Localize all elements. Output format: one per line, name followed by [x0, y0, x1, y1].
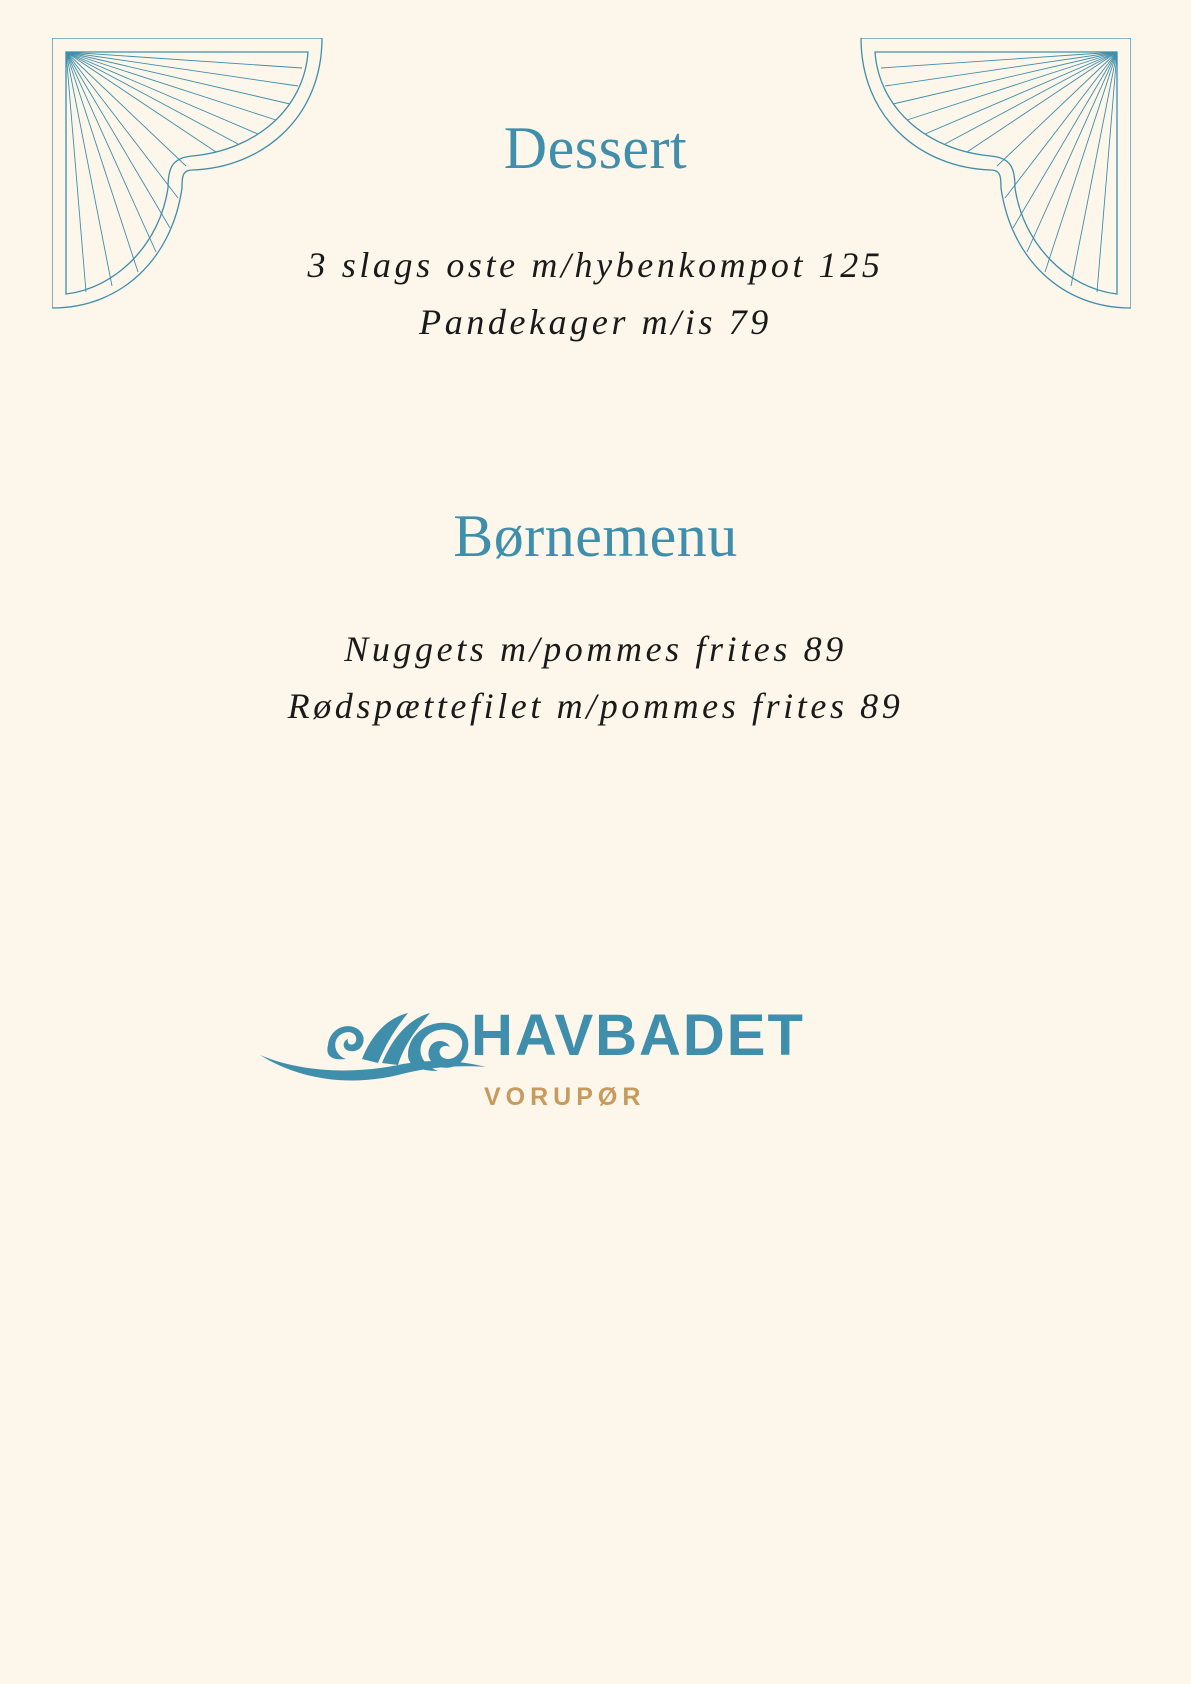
havbadet-logo [258, 1005, 858, 1120]
kids-menu-list [0, 621, 1191, 735]
logo-wordmark: HAVBADET [471, 1003, 805, 1068]
ornament-ray [66, 52, 298, 86]
dessert-menu-list [0, 237, 1191, 351]
ornament-ray [885, 52, 1117, 86]
menu-item-pancakes: Pandekager m/is 79 [419, 302, 772, 342]
logo-subtitle: VORUPØR [484, 1083, 646, 1111]
dessert-heading: Dessert [503, 115, 688, 181]
menu-item-cheese: 3 slags oste m/hybenkompot 125 [307, 245, 884, 285]
menu-item-plaice: Rødspættefilet m/pommes frites 89 [287, 686, 904, 726]
ornament-ray [907, 52, 1117, 120]
wave-icon [258, 1005, 488, 1085]
kids-menu-heading: Børnemenu [453, 503, 738, 569]
ornament-ray [66, 52, 276, 120]
menu-item-nuggets: Nuggets m/pommes frites 89 [344, 629, 847, 669]
